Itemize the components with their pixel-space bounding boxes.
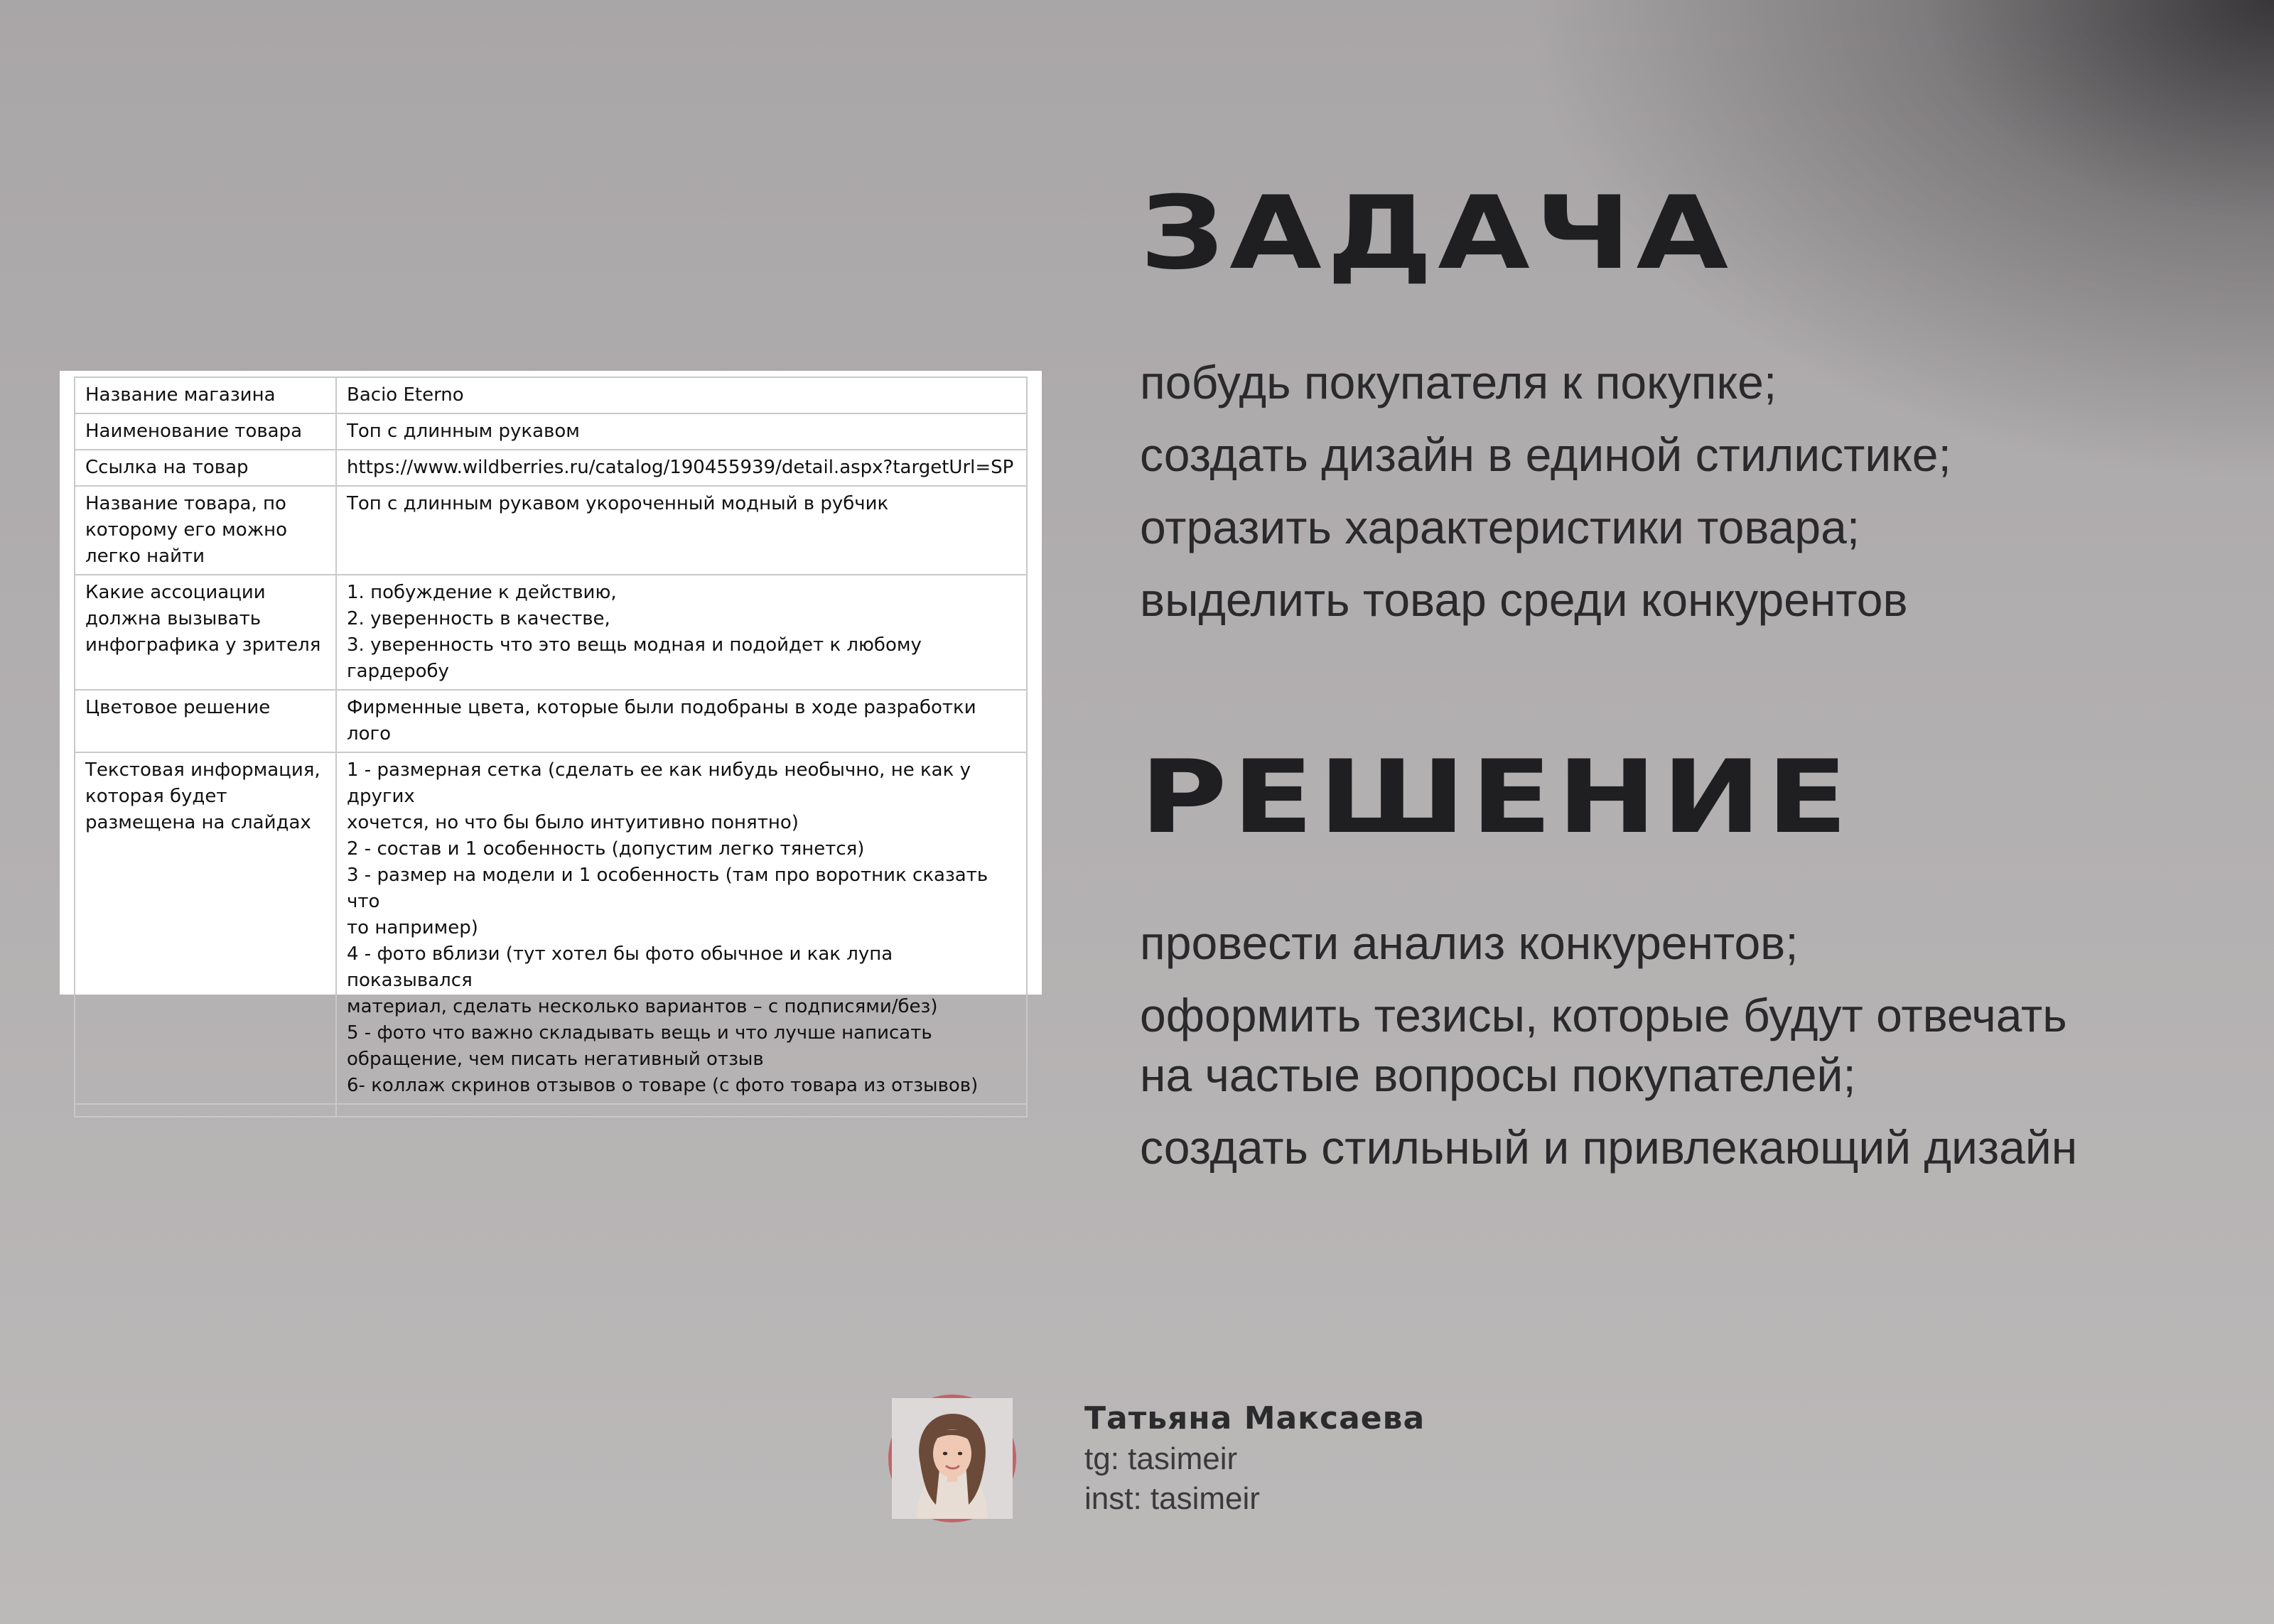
- author-name: Татьяна Максаева: [1084, 1400, 1426, 1436]
- author-telegram: tg: tasimeir: [1084, 1441, 1238, 1476]
- task-heading: ЗАДАЧА: [1140, 175, 1734, 292]
- table-cell-label: Текстовая информация, которая будет размещена на слайдах: [75, 752, 336, 1104]
- brief-table-screenshot: [60, 371, 1042, 1096]
- task-list: [1140, 352, 1951, 642]
- task-item: отразить характеристики товара;: [1140, 501, 1860, 553]
- table-row: [75, 377, 1027, 413]
- table-row-empty: [75, 1104, 1027, 1117]
- brief-table: [74, 377, 1028, 1117]
- table-row: [75, 413, 1027, 450]
- table-cell-value: https://www.wildberries.ru/catalog/190455939/detail.aspx?targetUrl=SP: [336, 450, 1027, 486]
- table-cell-label: Цветовое решение: [75, 690, 336, 752]
- table-cell-value: Bacio Eterno: [336, 377, 1027, 413]
- table-row: [75, 575, 1027, 690]
- author-info: [1084, 1398, 1425, 1519]
- table-cell-empty: [75, 1104, 336, 1117]
- table-cell-label: Ссылка на товар: [75, 450, 336, 486]
- table-cell-label: Какие ассоциации должна вызывать инфографика у зрителя: [75, 575, 336, 690]
- author-instagram: inst: tasimeir: [1084, 1481, 1260, 1516]
- table-cell-label: Название магазина: [75, 377, 336, 413]
- solution-item: провести анализ конкурентов;: [1140, 916, 1799, 969]
- table-cell-label: Наименование товара: [75, 413, 336, 450]
- solution-item: создать стильный и привлекающий дизайн: [1140, 1121, 2078, 1174]
- table-row: [75, 486, 1027, 575]
- task-item: побудь покупателя к покупке;: [1140, 356, 1777, 408]
- table-cell-empty: [336, 1104, 1027, 1117]
- solution-item: оформить тезисы, которые будут отвечать на частые вопросы покупателей;: [1140, 989, 2067, 1101]
- solution-list: [1140, 913, 2077, 1190]
- table-row: [75, 752, 1027, 1104]
- table-cell-label: Название товара, по которому его можно легко найти: [75, 486, 336, 575]
- table-cell-value: 1. побуждение к действию, 2. уверенность в качестве, 3. уверенность что это вещь модная и подойдет к любому гардеробу: [336, 575, 1027, 690]
- author-avatar: [888, 1395, 1016, 1522]
- table-row: [75, 450, 1027, 486]
- task-item: выделить товар среди конкурентов: [1140, 573, 1908, 626]
- table-cell-value: 1 - размерная сетка (сделать ее как нибудь необычно, не как у других хочется, но что бы было интуитивно понятно) 2 - состав и 1 особенность (допустим легко тянется) 3 - размер на модели и 1 особенность (там про воротник сказать что то например) 4 - фото вблизи (тут хотел бы фото обычное и как лупа показывался материал, сделать несколько вариантов – с подписями/без) 5 - фото что важно складывать вещь и что лучше написать обращение, чем писать негативный отзыв 6- коллаж скринов отзывов о товаре (с фото товара из отзывов): [336, 752, 1027, 1104]
- table-cell-value: Топ с длинным рукавом: [336, 413, 1027, 450]
- table-row: [75, 690, 1027, 752]
- table-cell-value: Топ с длинным рукавом укороченный модный в рубчик: [336, 486, 1027, 575]
- solution-heading: РЕШЕНИЕ: [1140, 739, 1853, 856]
- portrait-image: [892, 1398, 1013, 1519]
- task-item: создать дизайн в единой стилистике;: [1140, 428, 1951, 481]
- table-cell-value: Фирменные цвета, которые были подобраны в ходе разработки лого: [336, 690, 1027, 752]
